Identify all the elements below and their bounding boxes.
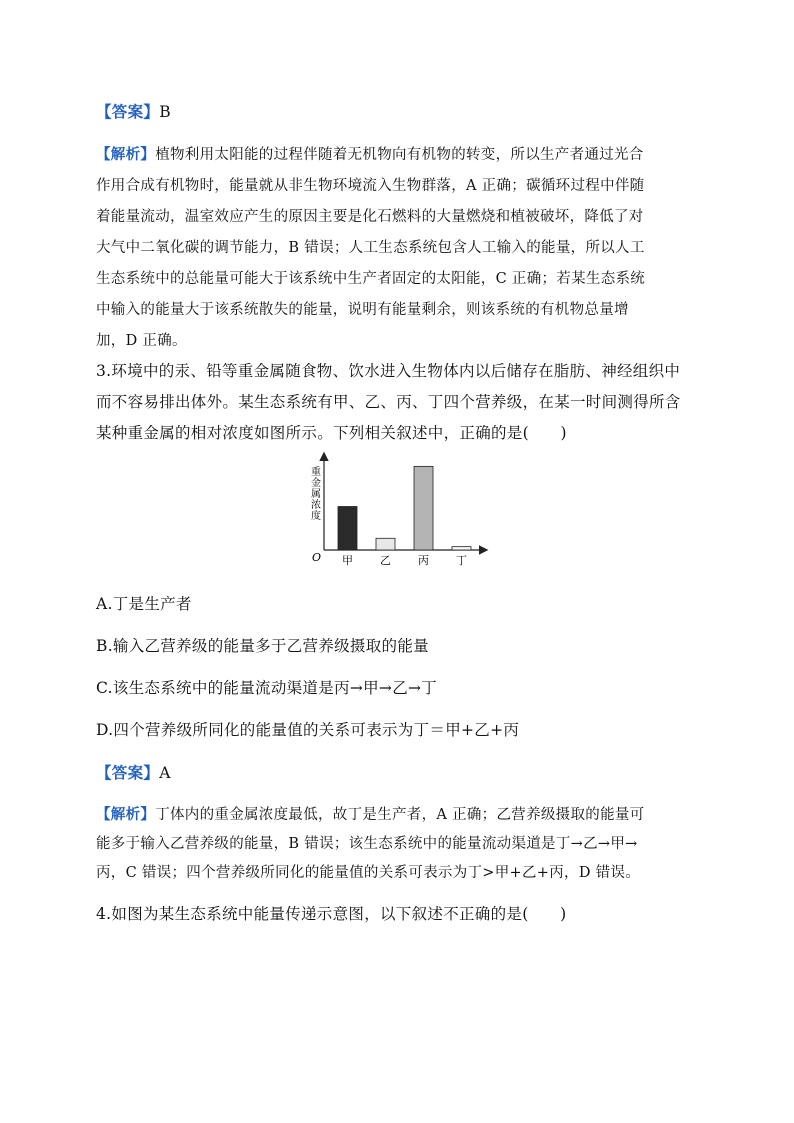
tick-labels-group	[342, 554, 467, 567]
heavy-metal-bar-chart	[300, 450, 500, 578]
q2-answer: B	[159, 103, 171, 121]
q2-analysis-line-1: 【解析】植物利用太阳能的过程伴随着无机物向有机物的转变，所以生产者通过光合	[96, 146, 644, 163]
q2-analysis-line-2: 作用合成有机物时，能量就从非生物环境流入生物群落，A 正确；碳循环过程中伴随	[96, 178, 645, 194]
q2-analysis-line-7: 加，D 正确。	[96, 333, 187, 349]
q4-stem: 4.如图为某生态系统中能量传递示意图，以下叙述不正确的是( )	[96, 905, 567, 923]
bar-1	[338, 507, 357, 550]
q2-answer-line	[96, 100, 171, 122]
q2-analysis-line-3: 着能量流动，温室效应产生的原因主要是化石燃料的大量燃烧和植被破坏，降低了对	[96, 209, 644, 225]
bar-2	[376, 538, 395, 550]
q3-analysis-line-2: 能多于输入乙营养级的能量，B 错误；该生态系统中的能量流动渠道是丁→乙→甲→	[96, 836, 638, 852]
analysis-tag: 【解析】	[96, 806, 156, 823]
q3-stem-line-3: 某种重金属的相对浓度如图所示。下列相关叙述中，正确的是( )	[96, 424, 567, 442]
y-axis-label: 重金属浓度	[308, 466, 320, 521]
x-tick-label-4: 丁	[456, 554, 467, 567]
x-tick-label-2: 乙	[380, 554, 391, 567]
q3-option-d: D.四个营养级所同化的能量值的关系可表示为丁＝甲+乙+丙	[96, 721, 520, 739]
q3-option-a: A.丁是生产者	[96, 595, 192, 613]
answer-tag: 【答案】	[96, 763, 160, 782]
q2-analysis-line-4: 大气中二氧化碳的调节能力，B 错误；人工生态系统包含人工输入的能量，所以人工	[96, 240, 645, 256]
x-tick-label-3: 丙	[418, 554, 429, 567]
q2-analysis-line-6: 中输入的能量大于该系统散失的能量，说明有能量剩余，则该系统的有机物总量增	[96, 302, 629, 318]
analysis-tag: 【解析】	[96, 146, 156, 163]
q3-answer: A	[159, 764, 171, 782]
origin-label: O	[312, 551, 322, 564]
q3-stem-line-2: 而不容易排出体外。某生态系统有甲、乙、丙、丁四个营养级，在某一时间测得所含	[96, 393, 681, 411]
bar-3	[414, 466, 433, 550]
bars-group	[338, 466, 471, 550]
q2-analysis-line-5: 生态系统中的总能量可能大于该系统中生产者固定的太阳能，C 正确；若某生态系统	[96, 271, 646, 287]
q3-answer-line	[96, 761, 171, 783]
q3-option-c: C.该生态系统中的能量流动渠道是丙→甲→乙→丁	[96, 679, 438, 697]
q3-option-b: B.输入乙营养级的能量多于乙营养级摄取的能量	[96, 637, 429, 655]
q3-stem-line-1: 3.环境中的汞、铅等重金属随食物、饮水进入生物体内以后储存在脂肪、神经组织中	[96, 362, 681, 380]
q3-analysis-line-3: 丙，C 错误；四个营养级所同化的能量值的关系可表示为丁>甲+乙+丙，D 错误。	[96, 865, 641, 881]
answer-tag: 【答案】	[96, 102, 160, 121]
x-tick-label-1: 甲	[342, 554, 353, 567]
bar-4	[452, 547, 471, 550]
q3-analysis-line-1: 【解析】丁体内的重金属浓度最低，故丁是生产者，A 正确；乙营养级摄取的能量可	[96, 806, 645, 823]
